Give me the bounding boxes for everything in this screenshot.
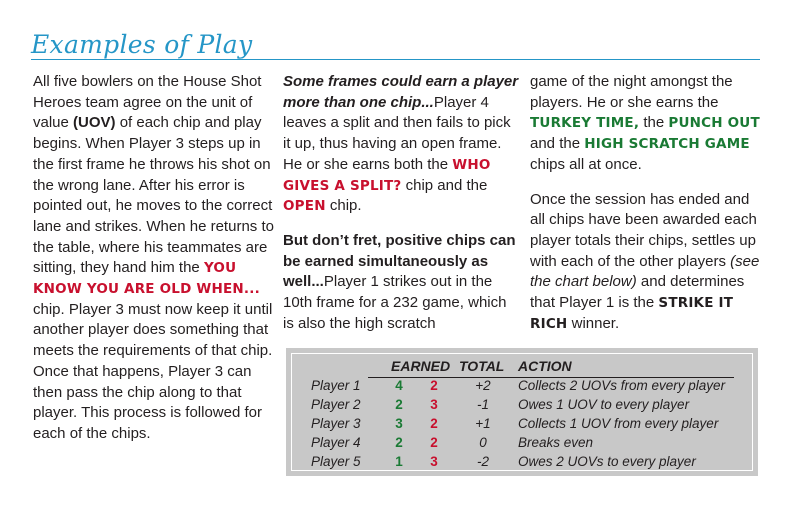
row-action: Collects 1 UOV from every player	[518, 416, 719, 431]
paragraph-positive-continued	[530, 72, 765, 176]
row-earned-positive: 2	[395, 397, 403, 412]
text-run: chip. Player 3 must now keep it until another player does something that meets the requirements of that chip. Once that happens, Player 3 can then pass the chip along to that player. This process is followed for each of the chips.	[33, 300, 273, 442]
chip-name-old-when: YOU KNOW YOU ARE OLD WHEN...	[33, 260, 260, 298]
text-run: chip and the	[401, 176, 488, 194]
chip-name-strike-it-rich: STRIKE IT RICH	[530, 295, 734, 332]
chip-name-open: OPEN	[283, 198, 326, 215]
settlement-chart	[286, 348, 758, 476]
text-run: Player 1 strikes out in the 10th frame for a 232 game, which is also the high scratch	[283, 273, 507, 332]
row-earned-negative: 2	[430, 435, 438, 450]
column-1	[33, 72, 275, 445]
row-action: Collects 2 UOVs from every player	[518, 378, 726, 393]
row-total: +1	[475, 416, 491, 431]
row-player: Player 4	[311, 435, 361, 450]
text-run: All five bowlers on the House Shot Heroes team agree on the unit of value	[33, 73, 262, 132]
paragraph-settle-up	[530, 190, 765, 335]
column-3	[530, 72, 765, 334]
text-run: Player 4 leaves a split and then fails to pick it up, thus having an open frame. He or she earns both the	[283, 93, 511, 173]
row-total: -2	[476, 454, 489, 469]
lead-in: Some frames could earn a player more than one chip...	[283, 73, 519, 111]
row-player: Player 1	[311, 378, 361, 393]
row-earned-positive: 4	[395, 378, 403, 393]
text-run: and determines that Player 1 is the	[530, 273, 745, 312]
header-action: ACTION	[518, 358, 572, 374]
text-run: game of the night amongst the players. He or she earns the	[530, 73, 733, 111]
row-action: Breaks even	[518, 435, 594, 450]
row-earned-positive: 1	[395, 454, 403, 469]
lead-in: But don’t fret, positive chips can be earned simultaneously as well...	[283, 231, 516, 291]
row-player: Player 2	[311, 397, 361, 412]
row-total: +2	[475, 378, 491, 393]
row-total: 0	[479, 435, 487, 450]
row-player: Player 5	[311, 454, 361, 469]
row-earned-negative: 2	[430, 416, 438, 431]
text-run: and the	[530, 135, 585, 153]
header-earned: EARNED	[391, 358, 451, 374]
row-total: -1	[476, 397, 489, 412]
header-total: TOTAL	[459, 358, 505, 374]
row-earned-negative: 3	[430, 454, 438, 469]
chip-name-high-scratch: HIGH SCRATCH GAME	[584, 136, 750, 153]
chip-name-punch-out: PUNCH OUT	[668, 115, 760, 132]
text-run: Once the session has ended and all chips have been awarded each player totals their chips, settles up with each of the other players	[530, 190, 757, 270]
paragraph-positive-chips	[283, 231, 521, 335]
paragraph-team-example	[33, 72, 275, 445]
row-earned-positive: 2	[395, 435, 403, 450]
paragraph-multiple-chips	[283, 72, 521, 217]
text-run: chips all at once.	[530, 155, 642, 173]
heading-divider	[31, 59, 760, 60]
text-run: winner.	[567, 314, 620, 332]
row-player: Player 3	[311, 416, 361, 431]
row-earned-positive: 3	[395, 416, 403, 431]
chart-reference: (see the chart below)	[530, 252, 760, 291]
chip-name-split: WHO GIVES A SPLIT?	[283, 156, 491, 194]
row-action: Owes 1 UOV to every player	[518, 397, 690, 412]
column-2	[283, 72, 521, 334]
row-action: Owes 2 UOVs to every player	[518, 454, 696, 469]
text-run: of each chip and play begins. When Player 3 steps up in the first frame he throws his shot on the wrong lane. After his error is pointed out, he moves to the correct lane and strikes. When he returns to the table, where his teammates are sitting, they hand him the	[33, 114, 274, 277]
section-heading: Examples of Play	[31, 30, 253, 59]
text-run: the	[639, 114, 669, 132]
uov-term: (UOV)	[73, 114, 116, 132]
row-earned-negative: 2	[430, 378, 438, 393]
text-run: chip.	[325, 197, 362, 215]
chip-name-turkey-time: TURKEY TIME,	[530, 115, 640, 132]
row-earned-negative: 3	[430, 397, 438, 412]
